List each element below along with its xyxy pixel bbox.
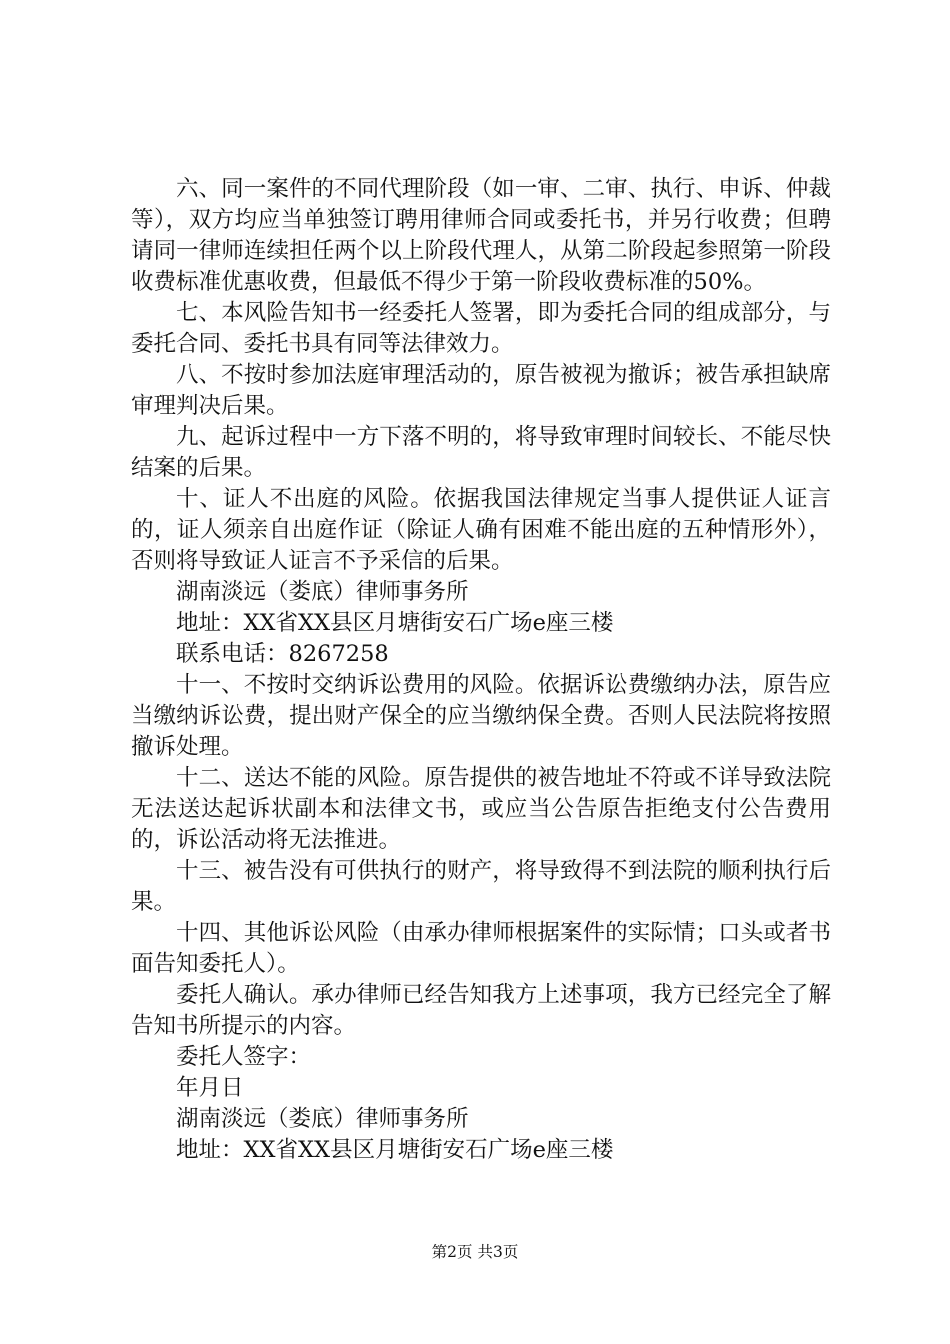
clause-11: 十一、不按时交纳诉讼费用的风险。依据诉讼费缴纳办法，原告应当缴纳诉讼费，提出财产保全的应当缴纳保全费。否则人民法院将按照撤诉处理。 (131, 672, 831, 760)
firm-phone: 联系电话：8267258 (176, 641, 389, 667)
firm-name: 湖南淡远（娄底）律师事务所 (176, 579, 469, 605)
clause-8: 八、不按时参加法庭审理活动的，原告被视为撤诉；被告承担缺席审理判决后果。 (131, 362, 831, 419)
client-confirmation: 委托人确认。承办律师已经告知我方上述事项，我方已经完全了解告知书所提示的内容。 (131, 982, 831, 1039)
client-signature-label: 委托人签字： (176, 1044, 312, 1070)
clause-10: 十、证人不出庭的风险。依据我国法律规定当事人提供证人证言的，证人须亲自出庭作证（除证人确有困难不能出庭的五种情形外），否则将导致证人证言不予采信的后果。 (131, 486, 831, 574)
firm-name-closing: 湖南淡远（娄底）律师事务所 (176, 1106, 469, 1132)
clause-12: 十二、送达不能的风险。原告提供的被告地址不符或不详导致法院无法送达起诉状副本和法律文书，或应当公告原告拒绝支付公告费用的，诉讼活动将无法推进。 (131, 765, 831, 853)
firm-address-closing: 地址：XX省XX县区月塘街安石广场e座三楼 (176, 1137, 614, 1163)
clause-7: 七、本风险告知书一经委托人签署，即为委托合同的组成部分，与委托合同、委托书具有同等法律效力。 (131, 300, 831, 357)
firm-address: 地址：XX省XX县区月塘街安石广场e座三楼 (176, 610, 614, 636)
clause-9: 九、起诉过程中一方下落不明的，将导致审理时间较长、不能尽快结案的后果。 (131, 424, 831, 481)
clause-14: 十四、其他诉讼风险（由承办律师根据案件的实际情；口头或者书面告知委托人）。 (131, 920, 831, 977)
clause-6: 六、同一案件的不同代理阶段（如一审、二审、执行、申诉、仲裁等），双方均应当单独签订聘用律师合同或委托书，并另行收费；但聘请同一律师连续担任两个以上阶段代理人，从第二阶段起参照第一阶段收费标准优惠收费，但最低不得少于第一阶段收费标准的50%。 (131, 176, 831, 295)
clause-13: 十三、被告没有可供执行的财产，将导致得不到法院的顺利执行后果。 (131, 858, 831, 915)
date-label: 年月日 (176, 1075, 244, 1101)
page-number: 第2页 共3页 (431, 1243, 519, 1261)
document-body (131, 174, 831, 1166)
